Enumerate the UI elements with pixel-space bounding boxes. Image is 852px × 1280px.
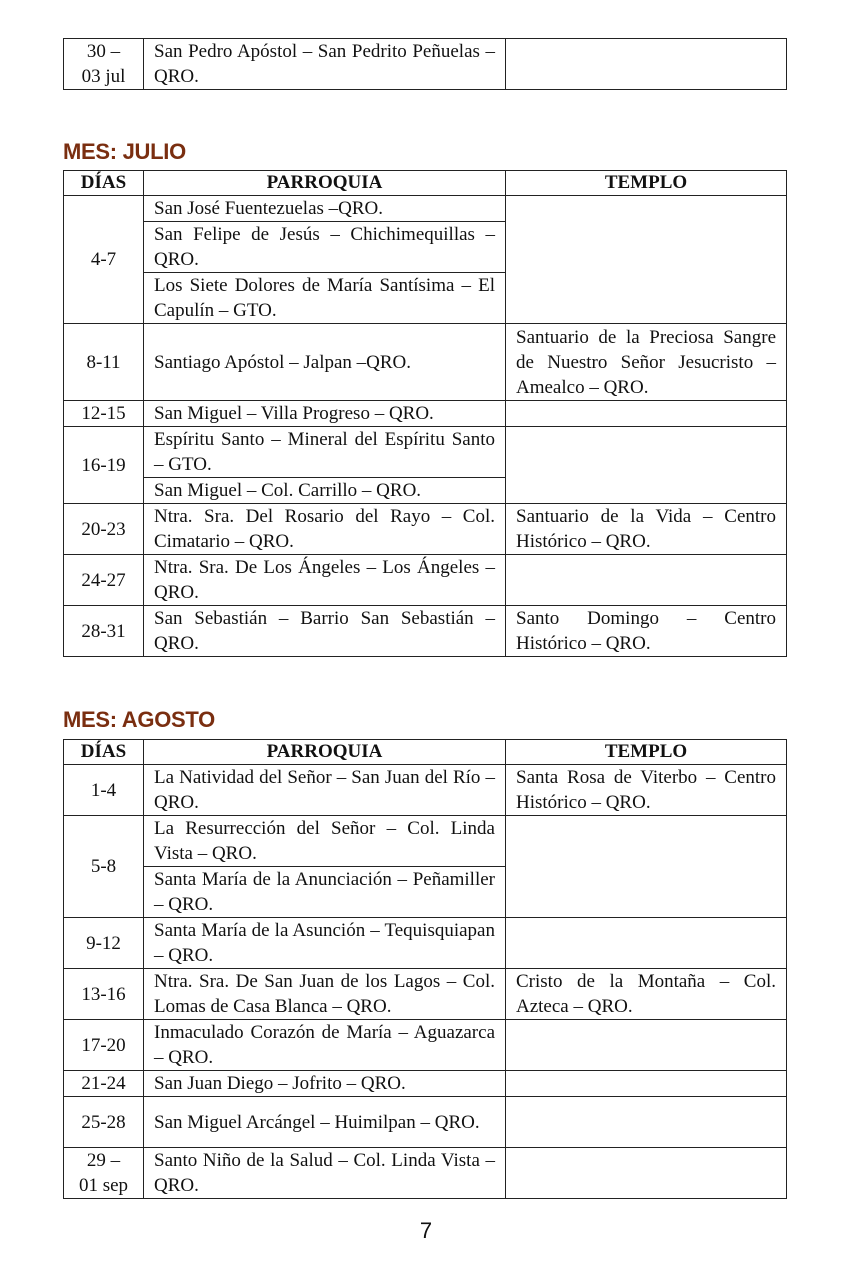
templo-cell: [506, 1071, 787, 1097]
header-parroquia: PARROQUIA: [144, 740, 506, 765]
parroquia-cell: Santa María de la Anunciación – Peñamiller – QRO.: [144, 867, 506, 918]
table-row: [64, 196, 787, 222]
templo-cell: [506, 401, 787, 427]
month-heading-julio: MES: JULIO: [63, 139, 186, 164]
parroquia-cell: San Miguel Arcángel – Huimilpan – QRO.: [144, 1097, 506, 1148]
parroquia-cell: La Natividad del Señor – San Juan del Río – QRO.: [144, 765, 506, 816]
table-row: [64, 1020, 787, 1071]
month-heading-agosto: MES: AGOSTO: [63, 707, 215, 732]
parroquia-cell: Ntra. Sra. Del Rosario del Rayo – Col. Cimatario – QRO.: [144, 504, 506, 555]
header-dias: DÍAS: [64, 171, 144, 196]
templo-cell: [506, 39, 787, 90]
table-row: [64, 606, 787, 657]
templo-cell: [506, 1020, 787, 1071]
julio-table: [63, 170, 787, 657]
parroquia-cell: San Felipe de Jesús – Chichimequillas – QRO.: [144, 222, 506, 273]
parroquia-cell: Ntra. Sra. De San Juan de los Lagos – Col. Lomas de Casa Blanca – QRO.: [144, 969, 506, 1020]
parroquia-cell: Santa María de la Asunción – Tequisquiapan – QRO.: [144, 918, 506, 969]
dias-cell: 25-28: [64, 1097, 144, 1148]
parroquia-cell: San Sebastián – Barrio San Sebastián – QRO.: [144, 606, 506, 657]
header-row: [64, 740, 787, 765]
dias-cell: 5-8: [64, 816, 144, 918]
header-parroquia: PARROQUIA: [144, 171, 506, 196]
templo-cell: [506, 1148, 787, 1199]
parroquia-cell: Ntra. Sra. De Los Ángeles – Los Ángeles – QRO.: [144, 555, 506, 606]
header-row: [64, 171, 787, 196]
table-row: [64, 39, 787, 90]
dias-cell: 8-11: [64, 324, 144, 401]
table-row: [64, 816, 787, 867]
page-number: 7: [419, 1218, 433, 1243]
templo-cell: Cristo de la Montaña – Col. Azteca – QRO.: [506, 969, 787, 1020]
dias-cell: 13-16: [64, 969, 144, 1020]
table-row: [64, 427, 787, 478]
parroquia-cell: San Juan Diego – Jofrito – QRO.: [144, 1071, 506, 1097]
dias-cell: 20-23: [64, 504, 144, 555]
junio-tail-table: [63, 38, 787, 90]
templo-cell: Santa Rosa de Viterbo – Centro Histórico – QRO.: [506, 765, 787, 816]
dias-cell: 12-15: [64, 401, 144, 427]
dias-cell: 4-7: [64, 196, 144, 324]
parroquia-cell: Los Siete Dolores de María Santísima – El Capulín – GTO.: [144, 273, 506, 324]
table-row: [64, 1097, 787, 1148]
header-dias: DÍAS: [64, 740, 144, 765]
parroquia-cell: Santiago Apóstol – Jalpan –QRO.: [144, 324, 506, 401]
parroquia-cell: San José Fuentezuelas –QRO.: [144, 196, 506, 222]
templo-cell: [506, 196, 787, 324]
dias-cell: 28-31: [64, 606, 144, 657]
templo-cell: [506, 918, 787, 969]
dias-cell: 17-20: [64, 1020, 144, 1071]
table-row: [64, 401, 787, 427]
header-templo: TEMPLO: [506, 740, 787, 765]
templo-cell: Santuario de la Preciosa Sangre de Nuestro Señor Jesucristo – Amealco – QRO.: [506, 324, 787, 401]
dias-cell: 30 – 03 jul: [64, 39, 144, 90]
templo-cell: Santo Domingo – Centro Histórico – QRO.: [506, 606, 787, 657]
table-row: [64, 1148, 787, 1199]
dias-cell: 24-27: [64, 555, 144, 606]
agosto-table: [63, 739, 787, 1199]
dias-cell: 1-4: [64, 765, 144, 816]
parroquia-cell: San Miguel – Villa Progreso – QRO.: [144, 401, 506, 427]
parroquia-cell: Inmaculado Corazón de María – Aguazarca – QRO.: [144, 1020, 506, 1071]
dias-cell: 9-12: [64, 918, 144, 969]
templo-cell: [506, 427, 787, 504]
table-row: [64, 969, 787, 1020]
table-row: [64, 555, 787, 606]
table-row: [64, 504, 787, 555]
table-row: [64, 765, 787, 816]
dias-cell: 16-19: [64, 427, 144, 504]
header-templo: TEMPLO: [506, 171, 787, 196]
templo-cell: [506, 816, 787, 918]
parroquia-cell: La Resurrección del Señor – Col. Linda Vista – QRO.: [144, 816, 506, 867]
parroquia-cell: San Pedro Apóstol – San Pedrito Peñuelas – QRO.: [144, 39, 506, 90]
parroquia-cell: Santo Niño de la Salud – Col. Linda Vista – QRO.: [144, 1148, 506, 1199]
dias-cell: 21-24: [64, 1071, 144, 1097]
templo-cell: Santuario de la Vida – Centro Histórico – QRO.: [506, 504, 787, 555]
parroquia-cell: Espíritu Santo – Mineral del Espíritu Santo – GTO.: [144, 427, 506, 478]
table-row: [64, 918, 787, 969]
table-row: [64, 324, 787, 401]
templo-cell: [506, 1097, 787, 1148]
table-row: [64, 1071, 787, 1097]
parroquia-cell: San Miguel – Col. Carrillo – QRO.: [144, 478, 506, 504]
dias-cell: 29 – 01 sep: [64, 1148, 144, 1199]
templo-cell: [506, 555, 787, 606]
